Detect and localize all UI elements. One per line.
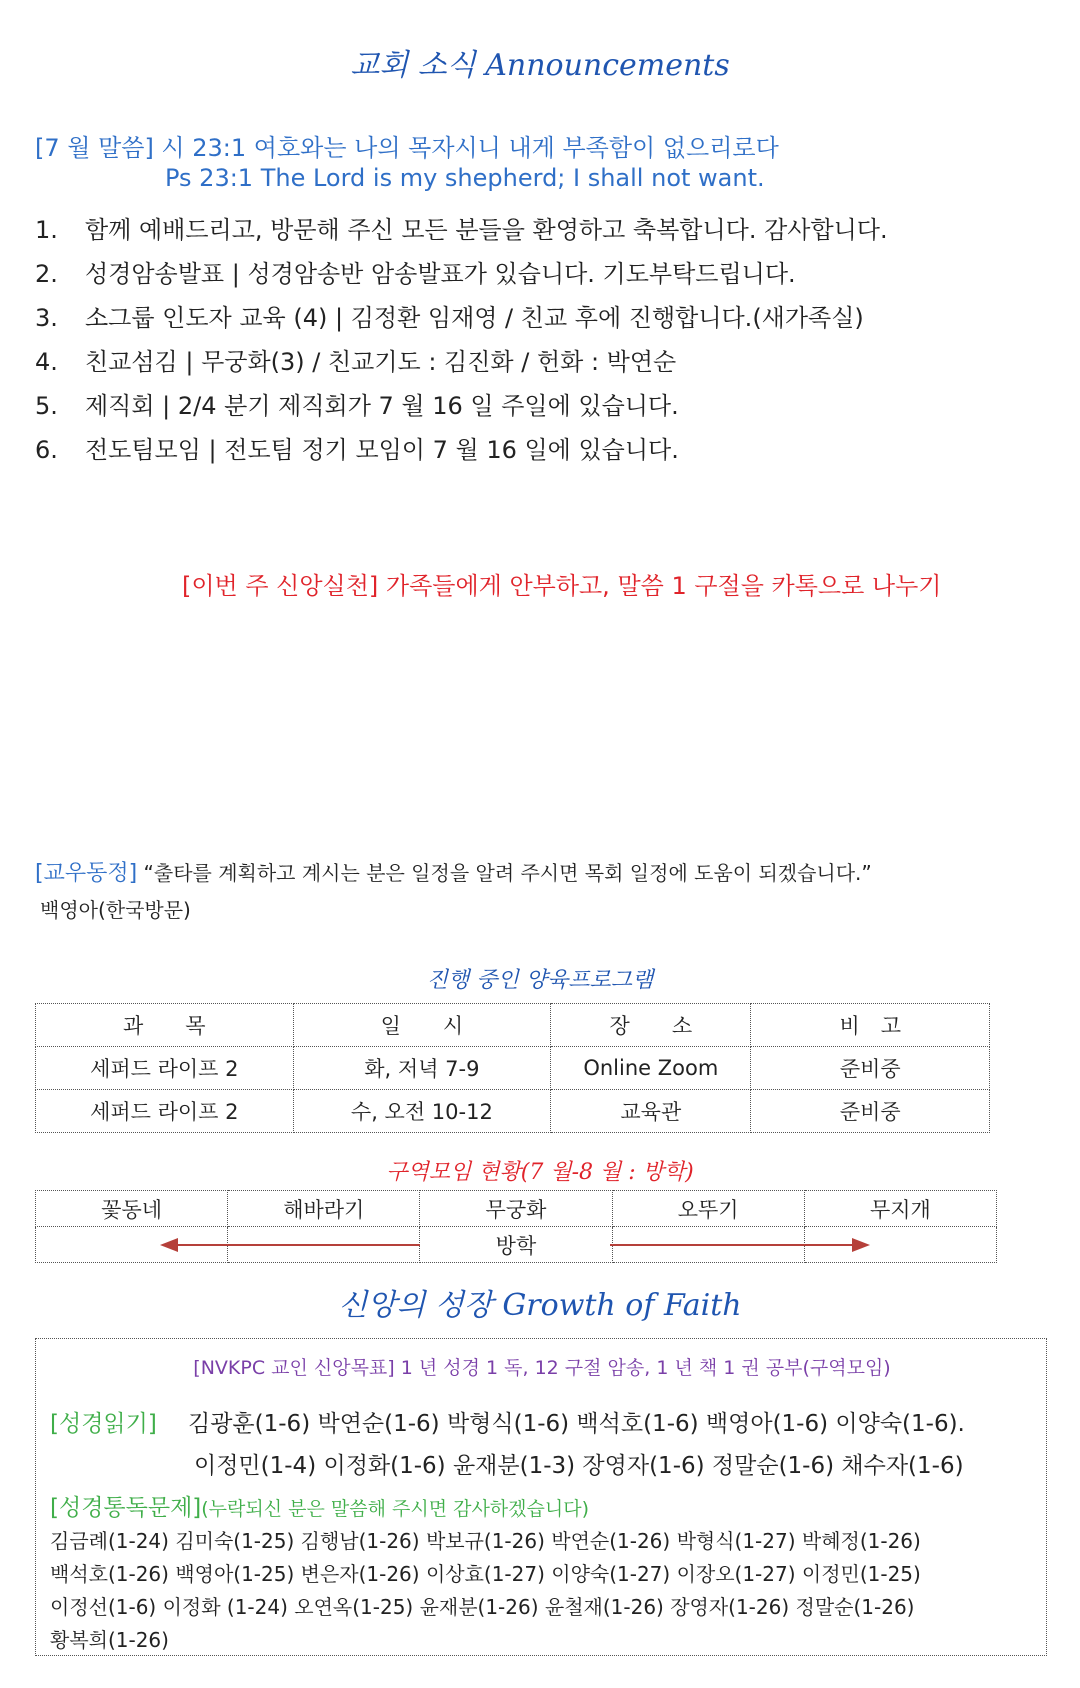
faith-box xyxy=(35,1338,1047,1656)
list-item xyxy=(35,428,888,472)
quiz-names-line: 백석호(1-26) 백영아(1-25) 변은자(1-26) 이상효(1-27) 이양숙(1-27) 이장오(1-27) 이정민(1-25) xyxy=(50,1562,921,1586)
group-name: 무궁화 xyxy=(420,1191,612,1227)
quiz-heading xyxy=(50,1489,589,1522)
reading-label: [성경읽기] xyxy=(50,1411,157,1437)
item-text: 소그룹 인도자 교육 (4) | 김정환 임재영 / 친교 후에 진행합니다.(새가족실) xyxy=(85,304,864,332)
quiz-names-line: 이정선(1-6) 이정화 (1-24) 오연옥(1-25) 윤재분(1-26) 윤철재(1-26) 장영자(1-26) 정말순(1-26) xyxy=(50,1595,915,1619)
list-item xyxy=(35,384,888,428)
faith-goal: [NVKPC 교인 신앙목표] 1 년 성경 1 독, 12 구절 암송, 1 년 책 1 권 공부(구역모임) xyxy=(193,1357,891,1379)
quiz-label: [성경통독문제] xyxy=(50,1495,202,1521)
reading-names-line: 이정민(1-4) 이정화(1-6) 윤재분(1-3) 장영자(1-6) 정말순(1-6) 채수자(1-6) xyxy=(194,1453,964,1479)
table-header: 과 목 xyxy=(36,1004,294,1047)
item-number: 4. xyxy=(35,348,58,376)
item-text: 전도팀모임 | 전도팀 정기 모임이 7 월 16 일에 있습니다. xyxy=(85,436,679,464)
table-cell: 세퍼드 라이프 2 xyxy=(36,1090,294,1133)
item-text: 제직회 | 2/4 분기 제직회가 7 월 16 일 주일에 있습니다. xyxy=(85,392,679,420)
item-number: 5. xyxy=(35,392,58,420)
quiz-names-line: 김금례(1-24) 김미숙(1-25) 김행남(1-26) 박보규(1-26) 박연순(1-26) 박형식(1-27) 박혜정(1-26) xyxy=(50,1529,921,1553)
verse-english: Ps 23:1 The Lord is my shepherd; I shall not want. xyxy=(165,164,765,192)
group-status: 방학 xyxy=(420,1227,612,1263)
programs-title: 진행 중인 양육프로그램 xyxy=(426,968,654,993)
item-text: 친교섬김 | 무궁화(3) / 친교기도 : 김진화 / 헌화 : 박연순 xyxy=(85,348,677,376)
members-label: [교우동정] xyxy=(35,861,138,886)
table-row xyxy=(36,1047,990,1090)
members-text: “출타를 계획하고 계시는 분은 일정을 알려 주시면 목회 일정에 도움이 되겠습니다.” xyxy=(143,861,872,885)
list-item xyxy=(35,296,888,340)
groups-table xyxy=(35,1190,997,1263)
group-name: 오뚜기 xyxy=(612,1191,804,1227)
table-cell: 교육관 xyxy=(551,1090,751,1133)
group-name: 해바라기 xyxy=(228,1191,420,1227)
table-header: 일 시 xyxy=(293,1004,551,1047)
faith-title: 신앙의 성장 Growth of Faith xyxy=(338,1288,742,1323)
list-item xyxy=(35,208,888,252)
table-cell xyxy=(612,1227,804,1263)
group-name: 꽃동네 xyxy=(36,1191,228,1227)
group-name: 무지개 xyxy=(804,1191,996,1227)
table-cell: Online Zoom xyxy=(551,1047,751,1090)
table-header: 장 소 xyxy=(551,1004,751,1047)
table-cell: 준비중 xyxy=(751,1090,990,1133)
item-number: 6. xyxy=(35,436,58,464)
table-row xyxy=(36,1227,997,1263)
table-cell xyxy=(36,1227,228,1263)
table-cell: 세퍼드 라이프 2 xyxy=(36,1047,294,1090)
table-header-row xyxy=(36,1004,990,1047)
table-header: 비 고 xyxy=(751,1004,990,1047)
table-cell xyxy=(228,1227,420,1263)
quiz-note: (누락되신 분은 말씀해 주시면 감사하겠습니다) xyxy=(201,1498,589,1520)
table-row xyxy=(36,1090,990,1133)
table-cell xyxy=(804,1227,996,1263)
table-cell: 수, 오전 10-12 xyxy=(293,1090,551,1133)
item-text: 함께 예배드리고, 방문해 주신 모든 분들을 환영하고 축복합니다. 감사합니다. xyxy=(85,216,888,244)
announcements-title: 교회 소식 Announcements xyxy=(350,48,730,83)
item-number: 1. xyxy=(35,216,58,244)
item-number: 2. xyxy=(35,260,58,288)
list-item xyxy=(35,252,888,296)
reading-names-line: 김광훈(1-6) 박연순(1-6) 박형식(1-6) 백석호(1-6) 백영아(1-6) 이양숙(1-6). xyxy=(188,1411,965,1437)
quiz-names-line: 황복희(1-26) xyxy=(50,1628,169,1652)
item-number: 3. xyxy=(35,304,58,332)
groups-title: 구역모임 현황(7 월-8 월 : 방학) xyxy=(386,1160,694,1185)
members-entry: 백영아(한국방문) xyxy=(40,898,191,922)
verse-korean: [7 월 말씀] 시 23:1 여호와는 나의 목자시니 내게 부족함이 없으리로다 xyxy=(35,134,779,162)
announcement-list xyxy=(35,208,888,472)
programs-table xyxy=(35,1003,990,1133)
table-cell: 준비중 xyxy=(751,1047,990,1090)
table-cell: 화, 저녁 7-9 xyxy=(293,1047,551,1090)
list-item xyxy=(35,340,888,384)
table-header-row xyxy=(36,1191,997,1227)
members-news xyxy=(35,856,872,887)
item-text: 성경암송발표 | 성경암송반 암송발표가 있습니다. 기도부탁드립니다. xyxy=(85,260,796,288)
weekly-practice: [이번 주 신앙실천] 가족들에게 안부하고, 말씀 1 구절을 카톡으로 나누기 xyxy=(182,572,942,600)
